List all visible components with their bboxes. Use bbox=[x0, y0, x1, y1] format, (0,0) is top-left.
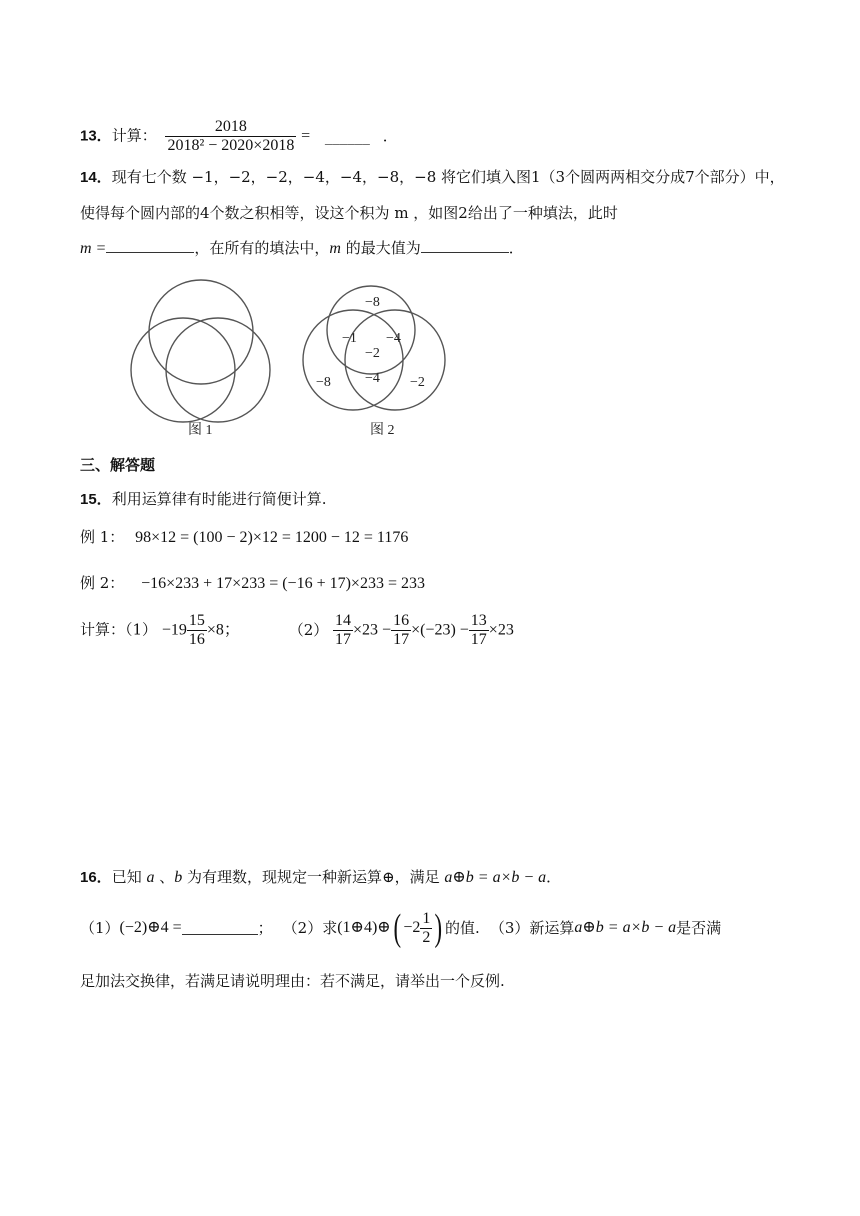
question-number: 15． bbox=[80, 491, 112, 508]
numerator: 14 bbox=[335, 612, 352, 629]
fig2-value-top-left: −1 bbox=[342, 331, 357, 346]
venn-figures bbox=[120, 270, 460, 440]
q14-line2-text: 使得每个圆内部的4个数之积相等，设这个积为 m ，如图2给出了一种填法，此时 bbox=[80, 204, 618, 222]
q16-part2-label: （2）求 bbox=[282, 918, 338, 937]
q15-calc-label: 计算： bbox=[80, 620, 126, 639]
q15-part2-term-1: ×23 − bbox=[353, 621, 392, 639]
fig1-circle-right bbox=[166, 318, 270, 422]
fig2-value-bottom-center: −4 bbox=[365, 371, 380, 386]
fig2-circle-left bbox=[303, 310, 403, 410]
question-14-line2 bbox=[80, 206, 618, 221]
q15-part1-fraction bbox=[187, 612, 207, 649]
q13-fraction bbox=[165, 118, 296, 155]
q13-denominator: 2018² − 2020×2018 bbox=[167, 137, 295, 154]
question-15-intro bbox=[80, 492, 326, 507]
fig2-value-center: −2 bbox=[365, 346, 380, 361]
q15-intro: 利用运算律有时能进行简便计算. bbox=[111, 490, 327, 508]
denominator: 16 bbox=[188, 631, 205, 648]
question-16-line3 bbox=[80, 974, 505, 989]
fig1-circle-top bbox=[149, 280, 253, 384]
q16-part2-mixed-pre: −2 bbox=[403, 919, 421, 936]
q15-part2-term-2: ×(−23) − bbox=[411, 621, 469, 639]
question-number: 14． bbox=[80, 169, 112, 186]
denominator: 2 bbox=[422, 928, 431, 946]
figure-2-caption: 图 2 bbox=[370, 423, 395, 438]
q15-example-2 bbox=[80, 576, 425, 592]
question-13 bbox=[80, 118, 398, 155]
question-16-line1 bbox=[80, 870, 561, 886]
q14-line3-d: 的最大值为 bbox=[340, 239, 421, 257]
q13-end: ． bbox=[382, 126, 398, 145]
q16-l1-g: ． bbox=[546, 868, 562, 886]
q14-line3-b: ，在所有的填法中， bbox=[194, 239, 330, 257]
q16-l1-a: 已知 bbox=[111, 868, 147, 886]
question-number: 13． bbox=[80, 127, 112, 145]
q16-part1-expression: (−2)⊕4 = bbox=[119, 919, 182, 936]
q13-prefix: 计算： bbox=[111, 126, 157, 145]
q15-part1-post: ×8； bbox=[206, 621, 240, 639]
q15-ex2-label: 例 2： bbox=[80, 574, 125, 592]
q16-part2-end: 的值. bbox=[445, 918, 480, 937]
section-title: 三、解答题 bbox=[80, 456, 156, 474]
left-paren: ( bbox=[393, 907, 401, 949]
fig2-value-right: −2 bbox=[410, 375, 425, 390]
q16-definition: a⊕b = a×b − a bbox=[444, 869, 547, 886]
fig2-value-top-right: −4 bbox=[386, 331, 401, 346]
q16-part3-expression: a⊕b = a×b − a bbox=[574, 919, 677, 936]
fig1-circle-left bbox=[131, 318, 235, 422]
q13-answer-blank: ______ bbox=[324, 126, 370, 145]
q15-part2-label: （2） bbox=[288, 620, 329, 639]
q14-line1-text: 现有七个数 −1，−2，−2，−4，−4，−8，−8 将它们填入图1（3个圆两两相交分成7个部分）中， bbox=[111, 168, 785, 186]
q16-var-a: a bbox=[146, 869, 155, 886]
q14-m-var: m bbox=[329, 240, 341, 257]
fig2-value-top: −8 bbox=[365, 295, 380, 310]
q15-part2-fraction-3 bbox=[469, 612, 489, 649]
q15-ex2-expression: −16×233 + 17×233 = (−16 + 17)×233 = 233 bbox=[141, 575, 425, 592]
q14-blank-2 bbox=[421, 240, 509, 253]
q16-part2-expression: (1⊕4)⊕ bbox=[337, 919, 391, 936]
q16-part1-end: ； bbox=[257, 918, 273, 937]
question-14-line3 bbox=[80, 240, 524, 257]
q15-part2-term-3: ×23 bbox=[488, 621, 514, 639]
q16-l1-e: 为有理数，现规定一种新运算⊕，满足 bbox=[182, 868, 445, 886]
question-number: 16． bbox=[80, 869, 112, 886]
q16-part3-end: 是否满 bbox=[676, 918, 722, 937]
q15-example-1 bbox=[80, 530, 408, 546]
q16-part1-blank bbox=[182, 922, 258, 935]
figure-1-venn bbox=[131, 280, 270, 422]
question-14-line1 bbox=[80, 170, 785, 185]
right-paren: ) bbox=[434, 907, 443, 949]
denominator: 17 bbox=[335, 631, 352, 648]
denominator: 17 bbox=[393, 631, 410, 648]
numerator: 1 bbox=[422, 909, 431, 927]
q16-part3-label: （3）新运算 bbox=[489, 918, 575, 937]
q14-m-equals: m = bbox=[80, 240, 107, 257]
denominator: 17 bbox=[470, 631, 487, 648]
q15-calculation bbox=[80, 612, 514, 649]
q16-l1-c: 、 bbox=[154, 868, 175, 886]
q15-part2-fraction-2 bbox=[391, 612, 411, 649]
q15-part1-label: （1） bbox=[125, 620, 158, 639]
fig2-circle-right bbox=[345, 310, 445, 410]
figure-1-caption: 图 1 bbox=[188, 423, 213, 438]
q13-equals: = bbox=[301, 127, 311, 145]
fig2-value-left: −8 bbox=[316, 375, 331, 390]
q16-var-b: b bbox=[174, 869, 183, 886]
numerator: 16 bbox=[393, 612, 410, 629]
q14-blank-1 bbox=[106, 240, 194, 253]
numerator: 15 bbox=[188, 612, 205, 629]
q16-part2-fraction bbox=[420, 910, 432, 947]
q13-numerator: 2018 bbox=[165, 118, 296, 137]
q16-part1-label: （1） bbox=[80, 918, 120, 937]
question-16-line2 bbox=[80, 906, 721, 950]
q15-part2-fraction-1 bbox=[333, 612, 353, 649]
q15-ex1-expression: 98×12 = (100 − 2)×12 = 1200 − 12 = 1176 bbox=[135, 529, 409, 546]
q16-line3-text: 足加法交换律，若满足请说明理由：若不满足，请举出一个反例. bbox=[80, 972, 505, 990]
q15-part1-pre: −19 bbox=[161, 621, 187, 639]
q14-line3-e: ． bbox=[508, 239, 524, 257]
q15-ex1-label: 例 1： bbox=[80, 528, 125, 546]
numerator: 13 bbox=[470, 612, 487, 629]
